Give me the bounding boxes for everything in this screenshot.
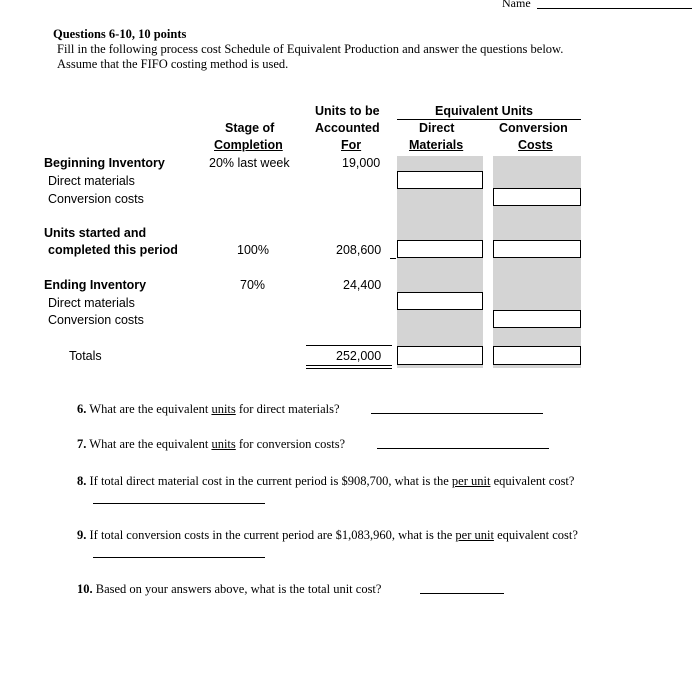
- question-6-text: What are the equivalent: [89, 402, 212, 416]
- started-completed-label-1: Units started and: [44, 226, 147, 240]
- totals-direct-materials-input[interactable]: [397, 346, 483, 365]
- question-10-text: Based on your answers above, what is the total unit cost?: [95, 582, 382, 596]
- started-conversion-costs-input[interactable]: [493, 240, 581, 258]
- started-completed-label-2: completed this period: [48, 243, 178, 257]
- question-9-answer-line[interactable]: [93, 557, 265, 558]
- question-9-text-end: equivalent cost?: [493, 528, 578, 542]
- started-completed-units: 208,600: [336, 243, 382, 257]
- ending-direct-materials-input[interactable]: [397, 292, 483, 310]
- question-7-number: 7.: [77, 437, 87, 451]
- equivalent-units-underline: [397, 119, 581, 120]
- question-6-answer-line[interactable]: [371, 413, 543, 414]
- beginning-conversion-costs-label: Conversion costs: [48, 192, 144, 206]
- question-10-answer-line[interactable]: [420, 593, 504, 594]
- question-8-number: 8.: [77, 474, 87, 488]
- conversion-header-2: Costs: [518, 138, 553, 152]
- beginning-direct-materials-input[interactable]: [397, 171, 483, 189]
- question-6: [77, 402, 340, 417]
- totals-double-rule-1: [306, 365, 392, 366]
- ending-inventory-label: Ending Inventory: [44, 278, 147, 292]
- question-6-number: 6.: [77, 402, 87, 416]
- units-header-1: Units to be: [315, 104, 380, 118]
- started-completed-stage: 100%: [237, 243, 269, 257]
- question-6-emphasis: units: [211, 402, 236, 416]
- question-10-number: 10.: [77, 582, 93, 596]
- stage-header-2: Completion: [214, 138, 283, 152]
- beginning-units: 19,000: [342, 156, 381, 170]
- units-header-3: For: [341, 138, 362, 152]
- question-7: [77, 437, 345, 452]
- ending-stage: 70%: [240, 278, 266, 292]
- conversion-header-1: Conversion: [499, 121, 568, 135]
- question-8: [77, 474, 574, 489]
- totals-units: 252,000: [336, 349, 382, 363]
- question-10: [77, 582, 381, 597]
- question-9-number: 9.: [77, 528, 87, 542]
- beginning-conversion-costs-input[interactable]: [493, 188, 581, 206]
- name-label: Name: [502, 0, 531, 10]
- totals-label: Totals: [69, 349, 102, 363]
- totals-double-rule-2: [306, 368, 392, 369]
- ending-conversion-costs-label: Conversion costs: [48, 313, 144, 327]
- name-answer-line[interactable]: [537, 8, 692, 9]
- instructions-line-2: Assume that the FIFO costing method is used.: [57, 57, 289, 71]
- question-8-text: If total direct material cost in the current period is $908,700, what is the: [89, 474, 452, 488]
- beginning-inventory-label: Beginning Inventory: [44, 156, 165, 170]
- section-title: Questions 6-10, 10 points: [53, 27, 187, 41]
- totals-top-rule: [306, 345, 392, 346]
- question-9-text: If total conversion costs in the current period are $1,083,960, what is the: [89, 528, 456, 542]
- started-direct-materials-input[interactable]: [397, 240, 483, 258]
- question-8-emphasis: per unit: [451, 474, 491, 488]
- question-7-emphasis: units: [211, 437, 236, 451]
- started-row-tick: [390, 258, 396, 259]
- ending-units: 24,400: [343, 278, 382, 292]
- stage-header-1: Stage of: [225, 121, 275, 135]
- question-7-text: What are the equivalent: [89, 437, 212, 451]
- question-8-answer-line[interactable]: [93, 503, 265, 504]
- question-9-emphasis: per unit: [455, 528, 494, 542]
- beginning-direct-materials-label: Direct materials: [48, 174, 135, 188]
- instructions-line-1: Fill in the following process cost Schedule of Equivalent Production and answer the questions below.: [57, 42, 564, 56]
- equivalent-units-header: Equivalent Units: [435, 104, 533, 118]
- question-6-text-end: for direct materials?: [235, 402, 340, 416]
- units-header-2: Accounted: [315, 121, 380, 135]
- ending-direct-materials-label: Direct materials: [48, 296, 135, 310]
- question-8-text-end: equivalent cost?: [490, 474, 575, 488]
- question-9: [77, 528, 578, 543]
- direct-header-2: Materials: [409, 138, 464, 152]
- ending-conversion-costs-input[interactable]: [493, 310, 581, 328]
- question-7-answer-line[interactable]: [377, 448, 549, 449]
- question-7-text-end: for conversion costs?: [235, 437, 346, 451]
- totals-conversion-costs-input[interactable]: [493, 346, 581, 365]
- direct-header-1: Direct: [419, 121, 455, 135]
- beginning-stage: 20% last week: [209, 156, 290, 170]
